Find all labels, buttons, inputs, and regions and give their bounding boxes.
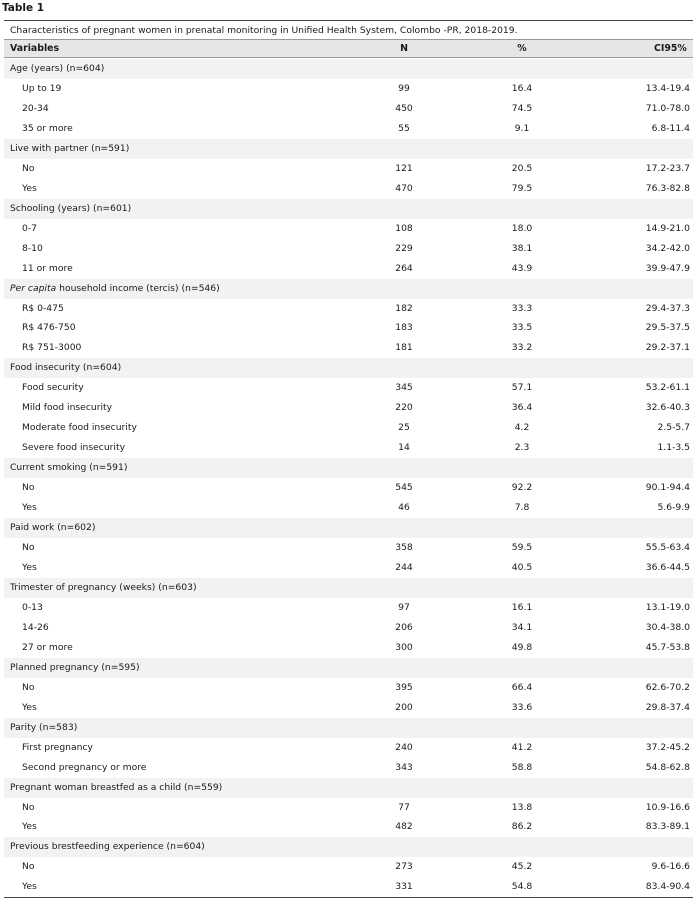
cell-n: 182 [395,302,413,314]
group-label: Live with partner (n=591) [10,142,130,154]
table-row [4,219,693,239]
group-label: Trimester of pregnancy (weeks) (n=603) [10,581,197,593]
cell-ci95: 2.5-5.7 [657,422,690,434]
caption-box [4,20,693,40]
group-label: Age (years) (n=604) [10,63,105,74]
cell-ci95: 39.9-47.9 [645,262,690,274]
cell-percent: 40.5 [511,562,533,573]
cell-ci95: 37.2-45.2 [645,741,690,753]
cell-n: 545 [395,482,413,494]
group-row [4,658,693,678]
group-row [4,59,693,79]
group-label [10,283,220,294]
cell-percent: 33.6 [511,701,533,713]
cell-percent: 16.4 [511,82,533,94]
group-row [4,578,693,598]
cell-n: 108 [395,222,413,234]
cell-n: 200 [395,701,413,713]
group-row [4,458,693,478]
table-row [4,738,693,758]
cell-n: 55 [398,122,410,134]
header-n: N [400,43,408,54]
cell-n: 206 [395,621,413,633]
row-label: Mild food insecurity [22,402,113,414]
table-row [4,618,693,638]
row-label: First pregnancy [22,741,93,753]
cell-n: 181 [395,342,413,354]
cell-percent: 13.8 [511,801,533,813]
cell-n: 97 [398,601,410,613]
cell-n: 470 [395,182,413,194]
cell-n: 331 [395,881,413,893]
row-label: Yes [22,502,37,514]
group-label-text: household income (tercis) (n=546) [59,282,220,294]
group-label: Schooling (years) (n=601) [10,202,132,214]
table-row [4,478,693,498]
cell-n: 450 [395,102,413,114]
header-percent: % [517,43,527,54]
table-row [4,498,693,518]
row-label: Moderate food insecurity [22,422,137,434]
table-row [4,239,693,259]
table-row [4,438,693,458]
cell-ci95: 45.7-53.8 [645,641,690,653]
cell-percent: 36.4 [511,402,533,414]
cell-ci95: 13.1-19.0 [645,601,690,613]
row-label: Severe food insecurity [22,442,126,454]
cell-percent: 7.8 [514,502,530,514]
row-label: Yes [22,701,37,713]
row-label: 11 or more [22,262,73,274]
bottom-rule [4,897,693,898]
group-row [4,358,693,378]
cell-n: 220 [395,402,413,414]
cell-n: 229 [395,242,413,254]
row-label: Yes [22,562,37,573]
cell-percent: 34.1 [511,621,533,633]
group-row [4,837,693,857]
row-label: No [22,162,35,174]
cell-percent: 33.3 [511,302,533,314]
cell-ci95: 13.4-19.4 [645,82,690,94]
group-row [4,139,693,159]
group-label: Paid work (n=602) [10,522,96,534]
cell-ci95: 55.5-63.4 [645,542,690,554]
row-label: 27 or more [22,641,73,653]
cell-n: 345 [395,382,413,394]
table-row [4,638,693,658]
cell-n: 46 [398,502,410,514]
cell-n: 273 [395,861,413,873]
group-label: Planned pregnancy (n=595) [10,661,140,673]
group-row [4,279,693,299]
row-label: 8-10 [22,242,43,254]
table-row [4,299,693,319]
row-label: No [22,482,35,494]
cell-n: 358 [395,542,413,554]
cell-n: 99 [398,82,410,94]
cell-percent: 92.2 [511,482,533,494]
group-row [4,518,693,538]
table-caption: Characteristics of pregnant women in prenatal monitoring in Unified Health System, Colombo -PR, 2018-2019. [10,25,518,36]
cell-ci95: 54.8-62.8 [645,761,690,773]
cell-percent: 16.1 [511,601,533,613]
table-row [4,418,693,438]
table-row [4,817,693,837]
cell-percent: 86.2 [511,821,533,833]
row-label: No [22,801,35,813]
row-label: Second pregnancy or more [22,761,147,773]
table-row [4,318,693,338]
cell-percent: 33.2 [511,342,533,354]
cell-ci95: 32.6-40.3 [645,402,690,414]
table-row [4,378,693,398]
cell-percent: 41.2 [511,741,533,753]
row-label: Yes [22,821,37,833]
cell-n: 343 [395,761,413,773]
table-row [4,119,693,139]
table-row [4,698,693,718]
cell-percent: 38.1 [511,242,533,254]
cell-ci95: 10.9-16.6 [645,801,690,813]
cell-ci95: 34.2-42.0 [645,242,690,254]
table-header [4,40,693,58]
italic-prefix: Per capita [10,282,57,294]
cell-percent: 54.8 [511,881,533,893]
table-row [4,558,693,578]
cell-n: 244 [395,562,413,573]
cell-percent: 45.2 [511,861,533,873]
cell-ci95: 30.4-38.0 [645,621,690,633]
cell-percent: 49.8 [511,641,533,653]
header-ci95: CI95% [654,43,687,54]
cell-n: 77 [398,801,410,813]
cell-ci95: 29.8-37.4 [645,701,690,713]
table-row [4,179,693,199]
cell-percent: 43.9 [511,262,533,274]
table-row [4,79,693,99]
cell-ci95: 29.5-37.5 [645,322,690,334]
cell-percent: 20.5 [511,162,533,174]
cell-ci95: 36.6-44.5 [645,562,690,573]
group-row [4,778,693,798]
cell-n: 183 [395,322,413,334]
table-row [4,159,693,179]
row-label: 35 or more [22,122,73,134]
table-row [4,398,693,418]
cell-ci95: 9.6-16.6 [651,861,690,873]
row-label: 0-13 [22,601,43,613]
cell-n: 240 [395,741,413,753]
cell-n: 482 [395,821,413,833]
cell-percent: 2.3 [514,442,530,454]
row-label: 20-34 [22,102,49,114]
row-label: Yes [22,881,37,893]
cell-percent: 74.5 [511,102,533,114]
cell-n: 264 [395,262,413,274]
group-label: Food insecurity (n=604) [10,362,122,374]
table-row [4,259,693,279]
cell-ci95: 83.4-90.4 [645,881,690,893]
cell-ci95: 14.9-21.0 [645,222,690,234]
cell-ci95: 29.2-37.1 [645,342,690,354]
cell-percent: 57.1 [511,382,533,394]
row-label: R$ 751-3000 [22,342,82,354]
cell-ci95: 1.1-3.5 [657,442,690,454]
group-row [4,199,693,219]
row-label: Up to 19 [22,82,62,94]
row-label: Yes [22,182,37,194]
table-row [4,798,693,818]
table-label: Table 1 [2,2,45,14]
table-row [4,99,693,119]
cell-ci95: 6.8-11.4 [651,122,690,134]
table-row [4,338,693,358]
cell-ci95: 71.0-78.0 [645,102,690,114]
row-label: R$ 0-475 [22,302,64,314]
row-label: 0-7 [22,222,38,234]
row-label: Food security [22,382,84,394]
cell-n: 14 [398,442,410,454]
table-row [4,678,693,698]
row-label: No [22,861,35,873]
cell-ci95: 29.4-37.3 [645,302,690,314]
cell-percent: 4.2 [514,422,530,434]
cell-ci95: 17.2-23.7 [645,162,690,174]
cell-n: 395 [395,681,413,693]
cell-ci95: 62.6-70.2 [645,681,690,693]
cell-ci95: 90.1-94.4 [645,482,690,494]
cell-ci95: 83.3-89.1 [645,821,690,833]
row-label: No [22,542,35,554]
table-row [4,538,693,558]
table-row [4,598,693,618]
group-label: Pregnant woman breastfed as a child (n=559) [10,781,223,793]
group-label: Previous brestfeeding experience (n=604) [10,841,205,853]
table-row [4,758,693,778]
group-row [4,718,693,738]
cell-percent: 33.5 [511,322,533,334]
cell-percent: 79.5 [511,182,533,194]
cell-ci95: 53.2-61.1 [645,382,690,394]
cell-ci95: 76.3-82.8 [645,182,690,194]
group-label: Parity (n=583) [10,721,78,733]
cell-percent: 66.4 [511,681,533,693]
cell-ci95: 5.6-9.9 [657,502,690,514]
cell-n: 300 [395,641,413,653]
row-label: R$ 476-750 [22,322,76,334]
group-label: Current smoking (n=591) [10,462,128,474]
row-label: No [22,681,35,693]
header-variables: Variables [10,43,60,54]
cell-n: 25 [398,422,410,434]
cell-n: 121 [395,162,413,174]
row-label: 14-26 [22,621,49,633]
cell-percent: 58.8 [511,761,533,773]
table-row [4,877,693,897]
cell-percent: 9.1 [514,122,530,134]
cell-percent: 18.0 [511,222,533,234]
cell-percent: 59.5 [511,542,533,554]
table-row [4,857,693,877]
